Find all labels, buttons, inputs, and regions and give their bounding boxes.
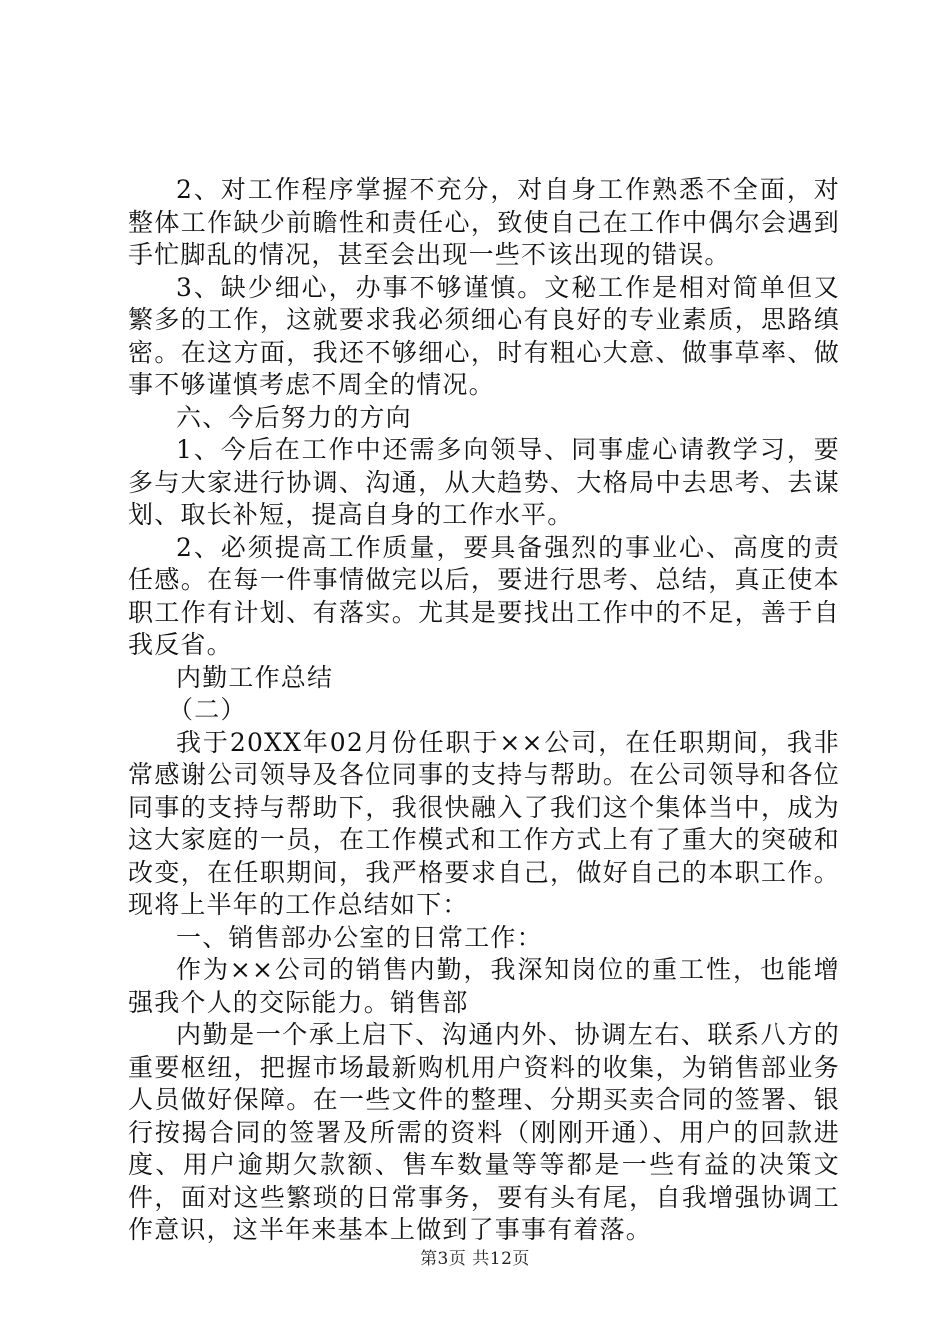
- document-subtitle: （二）: [168, 695, 247, 724]
- paragraph-direction-1: 1、今后在工作中还需多向领导、同事虚心请教学习，要多与大家进行协调、沟通，从大趋势、大格局中去思考、去谋划、取长补短，提高自身的工作水平。: [128, 435, 840, 529]
- paragraph-issue-2: 2、对工作程序掌握不充分，对自身工作熟悉不全面，对整体工作缺少前瞻性和责任心，致使自己在工作中偶尔会遇到手忙脚乱的情况，甚至会出现一些不该出现的错误。: [128, 175, 840, 269]
- paragraph-sales-role: 作为××公司的销售内勤，我深知岗位的重工性，也能增强我个人的交际能力。销售部: [128, 955, 840, 1017]
- paragraph-intro: 我于20XX年02月份任职于××公司，在任职期间，我非常感谢公司领导及各位同事的支持与帮助。在公司领导和各位同事的支持与帮助下，我很快融入了我们这个集体当中，成为这大家庭的一员，在工作模式和工作方式上有了重大的突破和改变，在任职期间，我严格要求自己，做好自己的本职工作。现将上半年的工作总结如下：: [128, 727, 840, 919]
- paragraph-office-duties: 内勤是一个承上启下、沟通内外、协调左右、联系八方的重要枢纽，把握市场最新购机用户资料的收集，为销售部业务人员做好保障。在一些文件的整理、分期买卖合同的签署、银行按揭合同的签署及所需的资料（刚刚开通）、用户的回款进度、用户逾期欠款额、售车数量等等都是一些有益的决策文件，面对这些繁琐的日常事务，要有头有尾，自我增强协调工作意识，这半年来基本上做到了事事有着落。: [128, 1020, 840, 1244]
- section-heading-future-direction: 六、今后努力的方向: [176, 402, 412, 432]
- page-number-footer: 第3页 共12页: [420, 1249, 530, 1269]
- paragraph-issue-3: 3、缺少细心，办事不够谨慎。文秘工作是相对简单但又繁多的工作，这就要求我必须细心有良好的专业素质，思路缜密。在这方面，我还不够细心，时有粗心大意、做事草率、做事不够谨慎考虑不周全的情况。: [128, 272, 840, 399]
- paragraph-direction-2: 2、必须提高工作质量，要具备强烈的事业心、高度的责任感。在每一件事情做完以后，要进行思考、总结，真正使本职工作有计划、有落实。尤其是要找出工作中的不足，善于自我反省。: [128, 532, 840, 659]
- document-body: [128, 174, 840, 1247]
- section-heading-daily-work: 一、销售部办公室的日常工作：: [176, 922, 543, 952]
- document-title: 内勤工作总结: [176, 662, 334, 692]
